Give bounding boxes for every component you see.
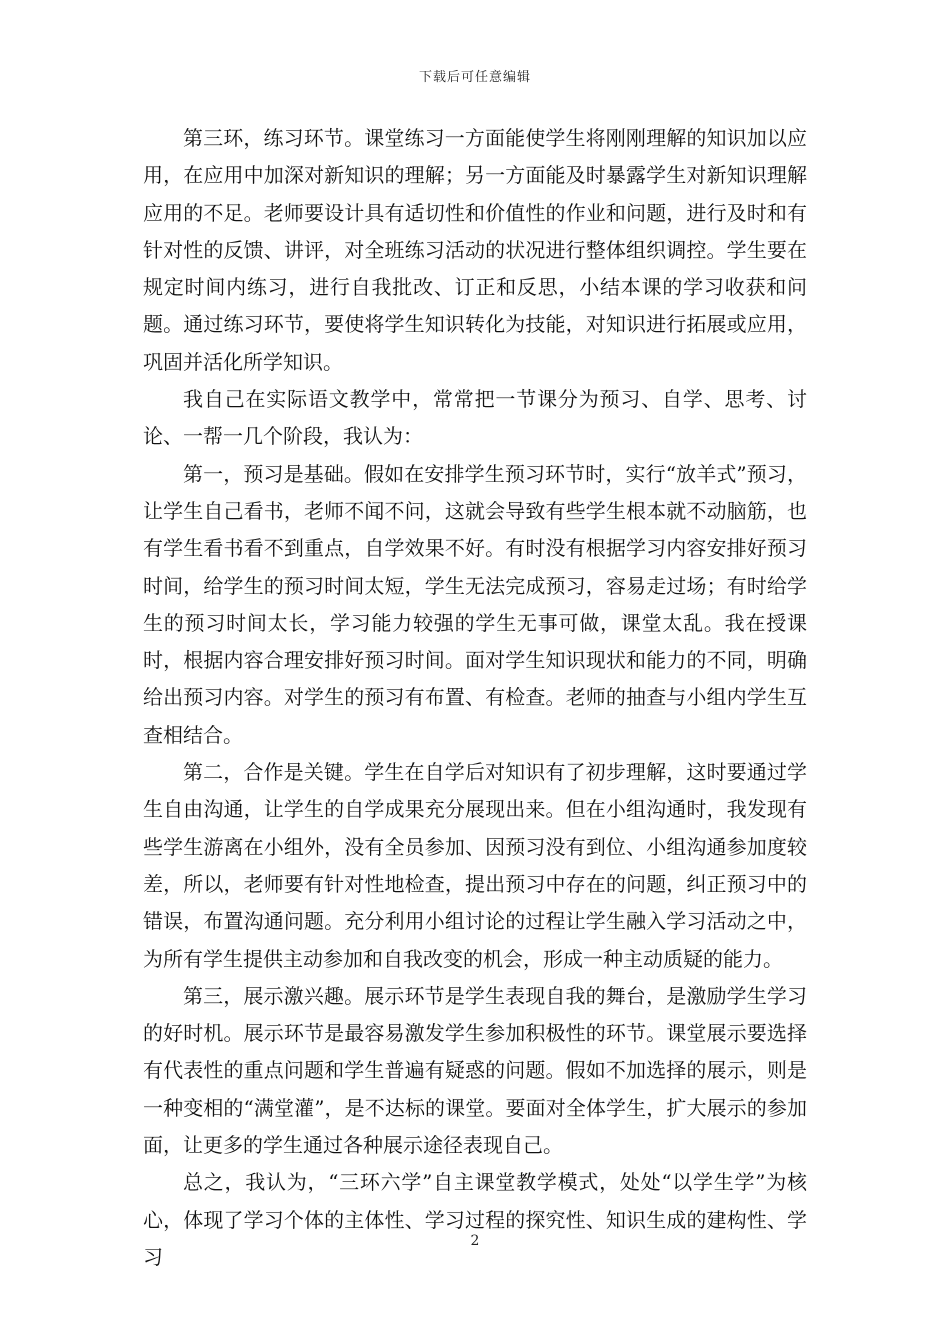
document-body bbox=[143, 120, 807, 1276]
paragraph-cooperation-key: 第二，合作是关键。学生在自学后对知识有了初步理解，这时要通过学生自由沟通，让学生的自学成果充分展现出来。但在小组沟通时，我发现有些学生游离在小组外，没有全员参加、因预习没有到位、小组沟通参加度较差，所以，老师要有针对性地检查，提出预习中存在的问题，纠正预习中的错误，布置沟通问题。充分利用小组讨论的过程让学生融入学习活动之中，为所有学生提供主动参加和自我改变的机会，形成一种主动质疑的能力。 bbox=[143, 760, 807, 971]
page-number: 2 bbox=[470, 1233, 480, 1249]
paragraph-teaching-intro: 我自己在实际语文教学中，常常把一节课分为预习、自学、思考、讨论、一帮一几个阶段，我认为： bbox=[143, 387, 807, 449]
paragraph-conclusion: 总之，我认为，“三环六学”自主课堂教学模式，处处“以学生学”为核心，体现了学习个体的主体性、学习过程的探究性、知识生成的建构性、学习 bbox=[143, 1170, 807, 1269]
paragraph-display-interest: 第三，展示激兴趣。展示环节是学生表现自我的舞台，是激励学生学习的好时机。展示环节是最容易激发学生参加积极性的环节。课堂展示要选择有代表性的重点问题和学生普遍有疑惑的问题。假如不加选择的展示，则是一种变相的“满堂灌”，是不达标的课堂。要面对全体学生，扩大展示的参加面，让更多的学生通过各种展示途径表现自己。 bbox=[143, 983, 807, 1158]
paragraph-practice-stage: 第三环，练习环节。课堂练习一方面能使学生将刚刚理解的知识加以应用，在应用中加深对新知识的理解；另一方面能及时暴露学生对新知识理解应用的不足。老师要设计具有适切性和价值性的作业和问题，进行及时和有针对性的反馈、讲评，对全班练习活动的状况进行整体组织调控。学生要在规定时间内练习，进行自我批改、订正和反思，小结本课的学习收获和问题。通过练习环节，要使将学生知识转化为技能，对知识进行拓展或应用，巩固并活化所学知识。 bbox=[143, 126, 807, 374]
paragraph-preview-basis: 第一，预习是基础。假如在安排学生预习环节时，实行“放羊式”预习，让学生自己看书，老师不闻不问，这就会导致有些学生根本就不动脑筋，也有学生看书看不到重点，自学效果不好。有时没有根据学习内容安排好预习时间，给学生的预习时间太短，学生无法完成预习，容易走过场；有时给学生的预习时间太长，学习能力较强的学生无事可做，课堂太乱。我在授课时，根据内容合理安排好预习时间。面对学生知识现状和能力的不同，明确给出预习内容。对学生的预习有布置、有检查。老师的抽查与小组内学生互查相结合。 bbox=[143, 461, 807, 747]
page-header: 下载后可任意编辑 bbox=[418, 70, 531, 85]
